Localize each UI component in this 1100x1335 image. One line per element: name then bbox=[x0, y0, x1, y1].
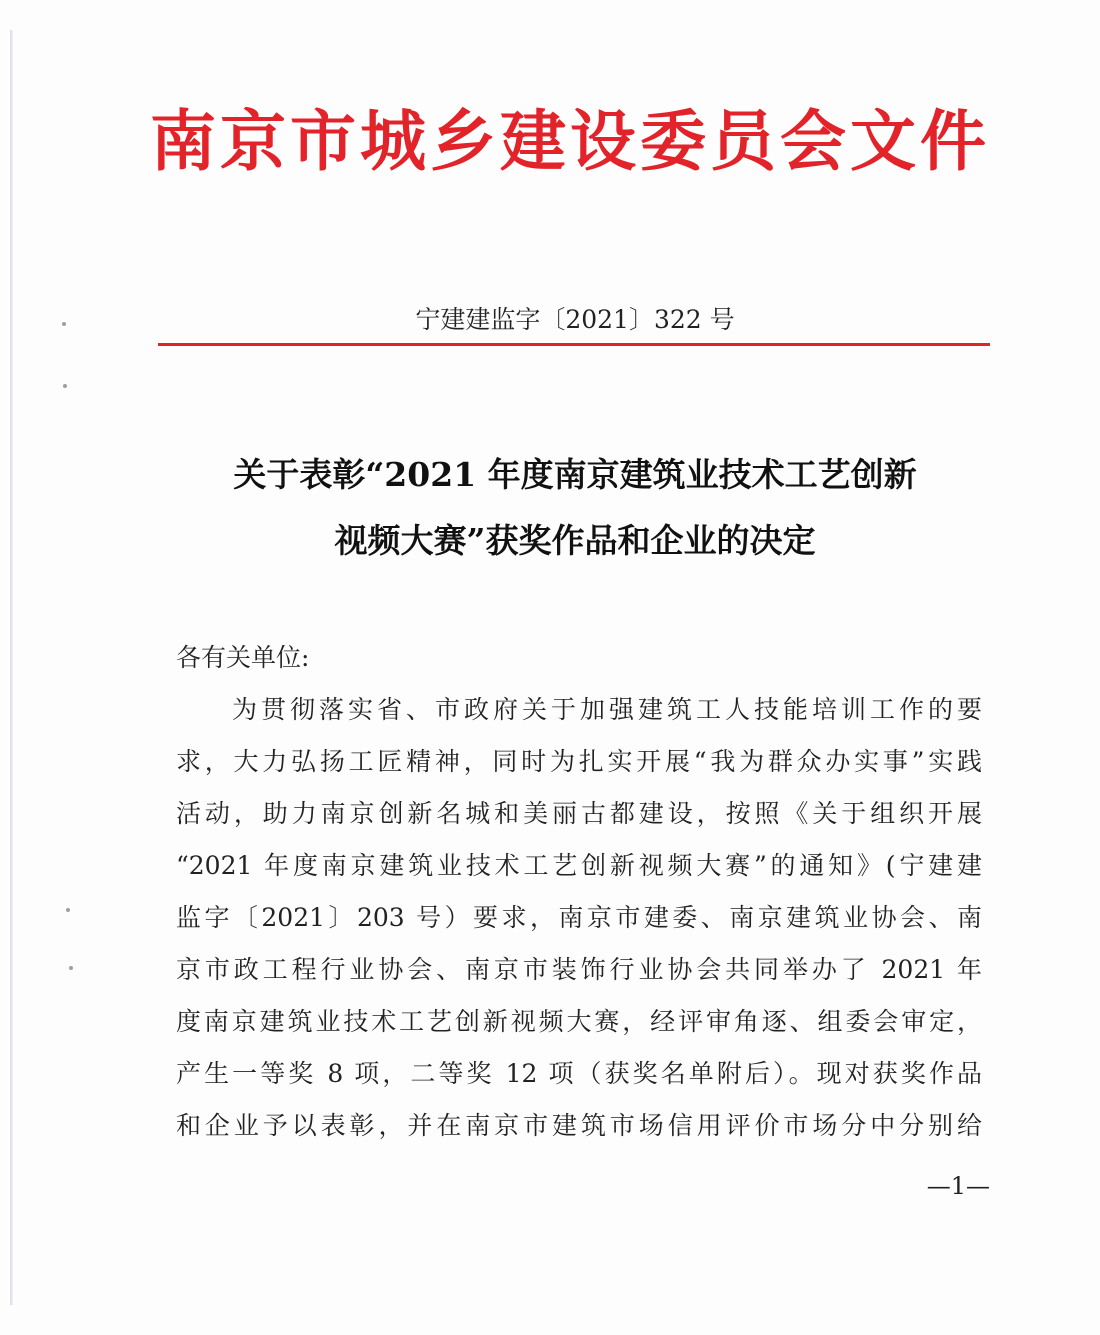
scan-speck bbox=[63, 384, 67, 388]
scan-speck bbox=[69, 966, 73, 970]
paragraph-line: 和企业予以表彰，并在南京市建筑市场信用评价市场分中分别给 bbox=[176, 1111, 982, 1140]
paragraph-line: 度南京建筑业技术工艺创新视频大赛，经评审角逐、组委会审定， bbox=[176, 1007, 982, 1036]
scan-speck bbox=[62, 322, 66, 326]
paragraph-line: 京市政工程行业协会、南京市装饰行业协会共同举办了 2021 年 bbox=[176, 955, 982, 984]
paragraph-line: 活动，助力南京创新名城和美丽古都建设，按照《关于组织开展 bbox=[176, 799, 982, 828]
document-title-line: 关于表彰“2021 年度南京建筑业技术工艺创新 bbox=[233, 455, 917, 494]
page-number: —1— bbox=[926, 1172, 990, 1200]
scan-speck bbox=[66, 908, 70, 912]
paragraph-line: 产生一等奖 8 项，二等奖 12 项（获奖名单附后）。现对获奖作品 bbox=[176, 1059, 982, 1088]
document-title-line: 视频大赛”获奖作品和企业的决定 bbox=[334, 521, 816, 560]
paragraph-line: 求，大力弘扬工匠精神，同时为扎实开展“我为群众办实事”实践 bbox=[176, 747, 982, 776]
red-separator-line bbox=[158, 343, 990, 346]
paragraph-line: 为贯彻落实省、市政府关于加强建筑工人技能培训工作的要 bbox=[232, 695, 982, 724]
document-title bbox=[160, 442, 990, 574]
paragraph-line: “2021 年度南京建筑业技术工艺创新视频大赛”的通知》(宁建建 bbox=[176, 851, 982, 880]
scan-edge-shadow bbox=[10, 30, 13, 1305]
document-number: 宁建建监字〔2021〕322 号 bbox=[415, 305, 735, 334]
document-body bbox=[176, 632, 982, 1152]
paragraph-line: 监字〔2021〕203 号）要求，南京市建委、南京建筑业协会、南 bbox=[176, 903, 982, 932]
salutation: 各有关单位: bbox=[176, 643, 310, 672]
issuer-header-title: 南京市城乡建设委员会文件 bbox=[150, 102, 990, 180]
